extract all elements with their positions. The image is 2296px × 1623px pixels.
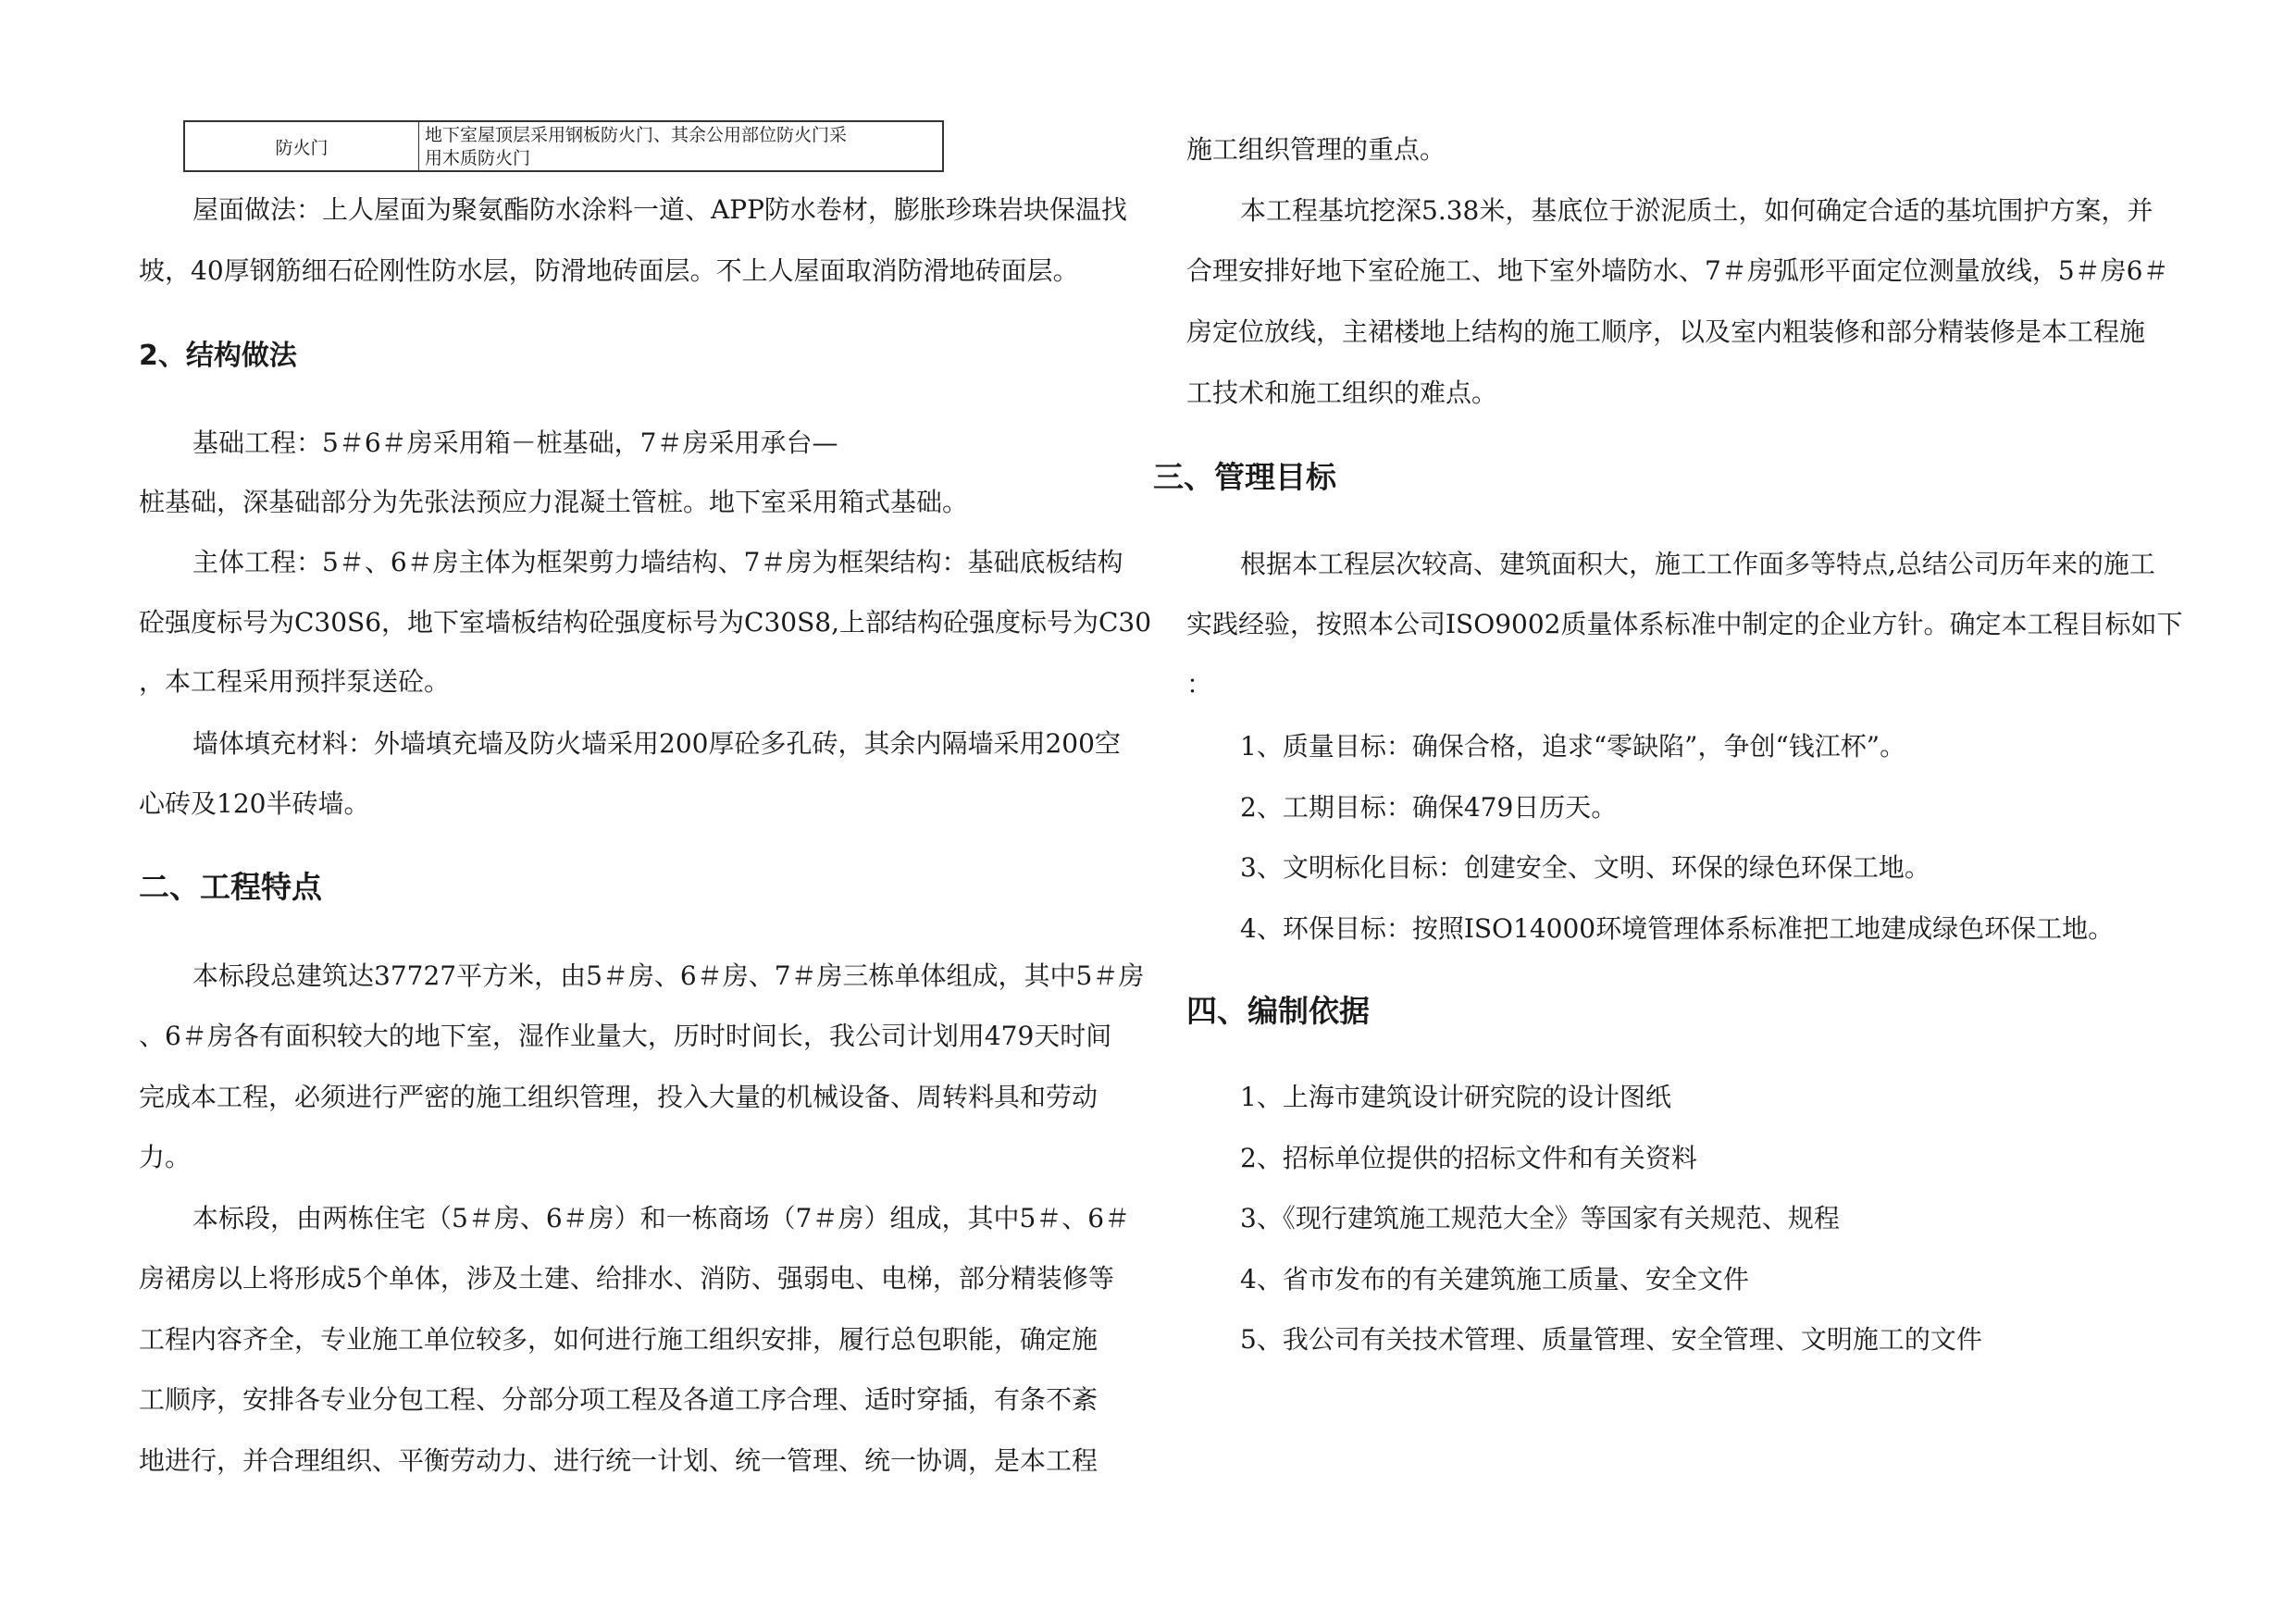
wall-paragraph-line: 心砖及120半砖墙。 [139, 788, 370, 819]
pit-paragraph-line: 合理安排好地下室砼施工、地下室外墙防水、7＃房弧形平面定位测量放线，5＃房6＃ [1186, 255, 2169, 286]
goals-intro-line: 实践经验，按照本公司ISO9002质量体系标准中制定的企业方针。确定本工程目标如下 [1186, 609, 2183, 639]
goal-item: 2、工期目标：确保479日历天。 [1240, 792, 1618, 823]
foundation-paragraph-line: 桩基础，深基础部分为先张法预应力混凝土管桩。地下室采用箱式基础。 [139, 487, 969, 517]
main-structure-paragraph-line: ，本工程采用预拌泵送砼。 [139, 666, 451, 697]
features-paragraph-line: 力。 [139, 1142, 192, 1172]
goal-item: 4、环保目标：按照ISO14000环境管理体系标准把工地建成绿色环保工地。 [1240, 913, 2115, 944]
features-paragraph-line: 完成本工程，必须进行严密的施工组织管理，投入大量的机械设备、周转料具和劳动 [139, 1082, 1098, 1112]
table-label-cell: 防火门 [185, 122, 419, 170]
basis-item: 1、上海市建筑设计研究院的设计图纸 [1240, 1082, 1671, 1112]
main-structure-paragraph-line: 砼强度标号为C30S6，地下室墙板结构砼强度标号为C30S8,上部结构砼强度标号为C30 [139, 607, 1152, 638]
features-paragraph-line: 、6＃房各有面积较大的地下室，湿作业量大，历时时间长，我公司计划用479天时间 [139, 1021, 1112, 1051]
continued-paragraph-line: 施工组织管理的重点。 [1186, 134, 1446, 165]
table-value-line: 地下室屋顶层采用钢板防火门、其余公用部位防火门采 [425, 125, 848, 145]
basis-item: 5、我公司有关技术管理、质量管理、安全管理、文明施工的文件 [1240, 1324, 1982, 1355]
roof-paragraph-line: 坡，40厚钢筋细石砼刚性防水层，防滑地砖面层。不上人屋面取消防滑地砖面层。 [139, 255, 1079, 286]
goal-item: 3、文明标化目标：创建安全、文明、环保的绿色环保工地。 [1240, 852, 1930, 883]
basis-item: 4、省市发布的有关建筑施工质量、安全文件 [1240, 1264, 1749, 1295]
section-heading-goals: 三、管理目标 [1153, 459, 1336, 495]
pit-paragraph-line: 房定位放线，主裙楼地上结构的施工顺序，以及室内粗装修和部分精装修是本工程施 [1186, 316, 2146, 347]
main-structure-paragraph-line: 主体工程：5＃、6＃房主体为框架剪力墙结构、7＃房为框架结构：基础底板结构 [192, 547, 1123, 577]
wall-paragraph-line: 墙体填充材料：外墙填充墙及防火墙采用200厚砼多孔砖，其余内隔墙采用200空 [192, 728, 1121, 759]
table-value-line: 用木质防火门 [425, 148, 531, 168]
section-heading-basis: 四、编制依据 [1186, 993, 1370, 1029]
table-value-cell [419, 122, 942, 170]
section-heading-structure: 2、结构做法 [139, 340, 297, 372]
features-paragraph-line: 本标段，由两栋住宅（5＃房、6＃房）和一栋商场（7＃房）组成，其中5＃、6＃ [192, 1203, 1131, 1233]
fire-door-table [183, 120, 944, 172]
section-heading-features: 二、工程特点 [139, 869, 322, 905]
pit-paragraph-line: 本工程基坑挖深5.38米，基底位于淤泥质土，如何确定合适的基坑围护方案，并 [1240, 195, 2153, 226]
goal-item: 1、质量目标：确保合格，追求“零缺陷”，争创“钱江杯”。 [1240, 731, 1906, 762]
basis-item: 3、《现行建筑施工规范大全》等国家有关规范、规程 [1240, 1203, 1840, 1233]
foundation-paragraph-line: 基础工程：5＃6＃房采用箱－桩基础，7＃房采用承台— [192, 427, 838, 458]
basis-item: 2、招标单位提供的招标文件和有关资料 [1240, 1143, 1697, 1173]
goals-intro-line: ： [1186, 669, 1213, 700]
goals-intro-line: 根据本工程层次较高、建筑面积大，施工工作面多等特点,总结公司历年来的施工 [1240, 549, 2155, 579]
roof-paragraph-line: 屋面做法：上人屋面为聚氨酯防水涂料一道、APP防水卷材，膨胀珍珠岩块保温找 [192, 194, 1127, 225]
features-paragraph-line: 工程内容齐全，专业施工单位较多，如何进行施工组织安排，履行总包职能，确定施 [139, 1324, 1098, 1355]
features-paragraph-line: 地进行，并合理组织、平衡劳动力、进行统一计划、统一管理、统一协调，是本工程 [139, 1445, 1098, 1476]
features-paragraph-line: 房裙房以上将形成5个单体，涉及土建、给排水、消防、强弱电、电梯，部分精装修等 [139, 1263, 1114, 1294]
features-paragraph-line: 本标段总建筑达37727平方米，由5＃房、6＃房、7＃房三栋单体组成，其中5＃房 [192, 960, 1145, 991]
features-paragraph-line: 工顺序，安排各专业分包工程、分部分项工程及各道工序合理、适时穿插，有条不紊 [139, 1384, 1098, 1415]
pit-paragraph-line: 工技术和施工组织的难点。 [1186, 378, 1498, 408]
